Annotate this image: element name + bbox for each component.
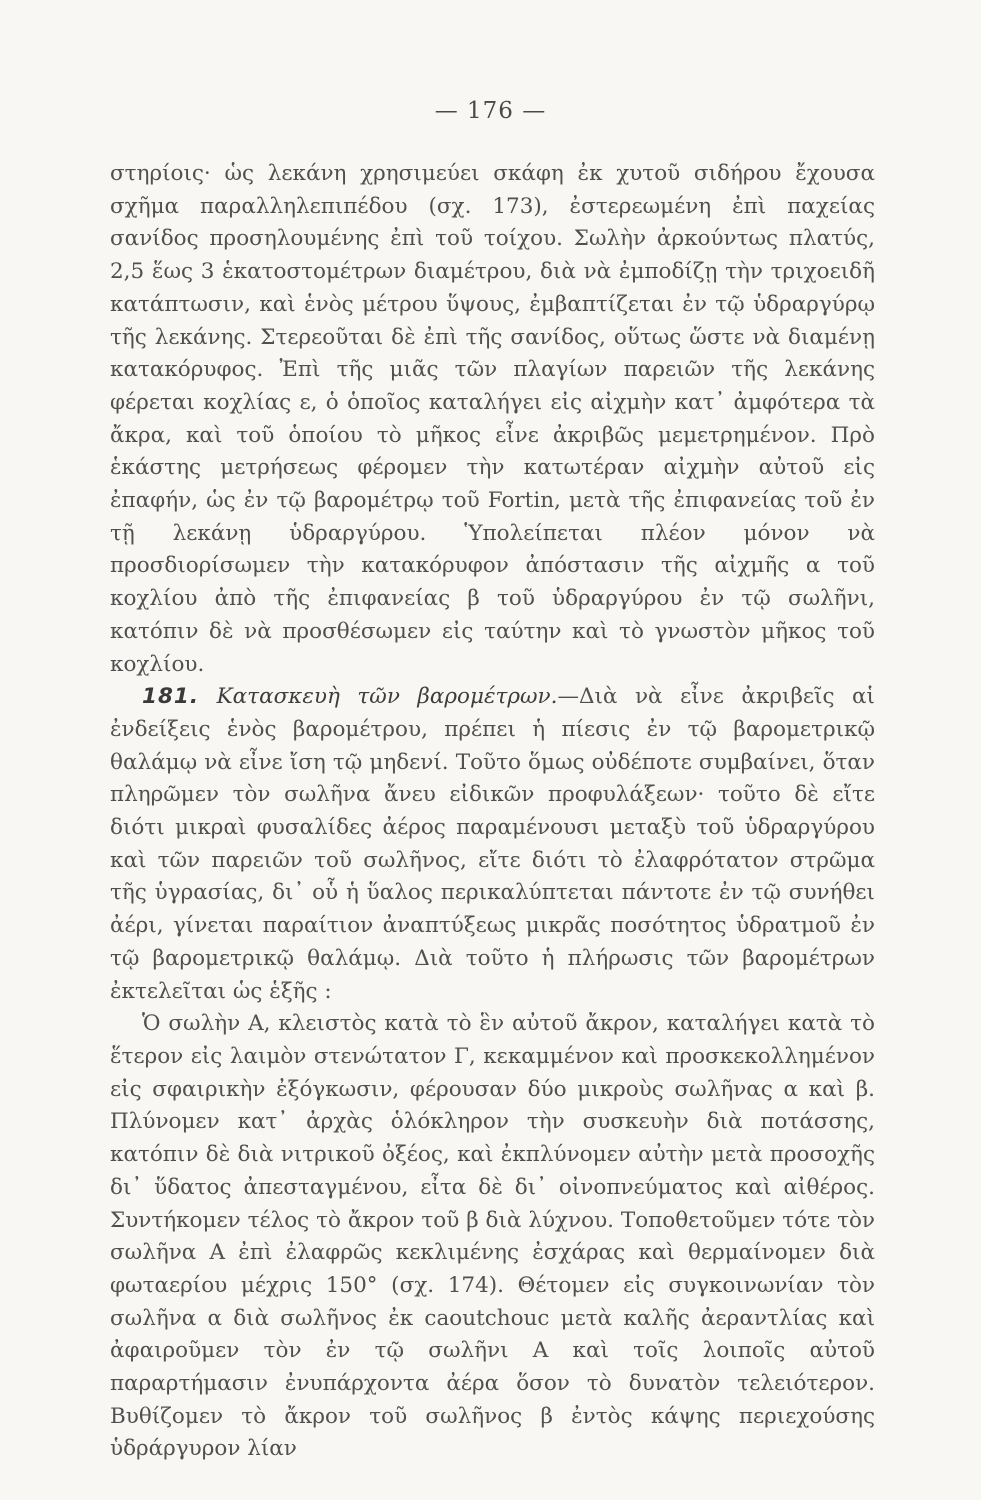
paragraph-3-text: Ὁ σωλὴν Α, κλειστὸς κατὰ τὸ ἓν αὐτοῦ ἄκρον, καταλήγει κατὰ τὸ ἕτερον εἰς λαιμὸν στενώτατον Γ, κεκαμμένον καὶ προσκεκολλημένον εἰς σφαιρικὴν ἐξόγκωσιν, φέρουσαν δύο μικροὺς σωλῆνας α καὶ β. Πλύνομεν κατ᾽ ἀρχὰς ὁλόκληρον τὴν συσκευὴν διὰ ποτάσσης, κατόπιν δὲ διὰ νιτρικοῦ ὀξέος, καὶ ἐκπλύνομεν αὐτὴν μετὰ προσοχῆς δι᾽ ὕδατος ἀπεσταγμένου, εἶτα δὲ δι᾽ οἰνοπνεύματος καὶ αἰθέρος. Συντήκομεν τέλος τὸ ἄκρον τοῦ β διὰ λύχνου. Τοποθετοῦμεν τότε τὸν σωλῆνα Α ἐπὶ ἐλαφρῶς κεκλιμένης ἐσχάρας καὶ θερμαίνομεν διὰ φωταερίου μέχρις 150° (σχ. 174). Θέτομεν εἰς συγκοινωνίαν τὸν σωλῆνα α διὰ σωλῆνος ἐκ caoutchouc μετὰ καλῆς ἀεραντλίας καὶ ἀφαιροῦμεν τὸν ἐν τῷ σωλῆνι Α καὶ τοῖς λοιποῖς αὐτοῦ παραρτήμασιν ἐνυπάρχοντα ἀέρα ὅσον τὸ δυνατὸν τελειότερον. Βυθίζομεν τὸ ἄκρον τοῦ σωλῆνος β ἐντὸς κάψης περιεχούσης ὑδράργυρον λίαν [110, 1011, 875, 1462]
paragraph-2-text: —Διὰ νὰ εἶνε ἀκριβεῖς αἱ ἐνδείξεις ἑνὸς βαρομέτρου, πρέπει ἡ πίεσις ἐν τῷ βαρομετρικῷ θαλάμῳ νὰ εἶνε ἴση τῷ μηδενί. Τοῦτο ὅμως οὐδέποτε συμβαίνει, ὅταν πληρῶμεν τὸν σωλῆνα ἄνευ εἰδικῶν προφυλάξεων· τοῦτο δὲ εἴτε διότι μικραὶ φυσαλίδες ἀέρος παραμένουσι μεταξὺ τοῦ ὑδραργύρου καὶ τῶν παρειῶν τοῦ σωλῆνος, εἴτε διότι τὸ ἐλαφρότατον στρῶμα τῆς ὑγρασίας, δι᾽ οὗ ἡ ὕαλος περικαλύπτεται πάντοτε ἐν τῷ συνήθει ἀέρι, γίνεται παραίτιον ἀναπτύξεως μικρᾶς ποσότητος ὑδρατμοῦ ἐν τῷ βαρομετρικῷ θαλάμῳ. Διὰ τοῦτο ἡ πλήρωσις τῶν βαρομέτρων ἐκτελεῖται ὡς ἑξῆς : [110, 684, 875, 1004]
paragraph-2 [110, 681, 875, 1008]
section-title: Κατασκευὴ τῶν βαρομέτρων. [216, 684, 558, 710]
paragraph-1: στηρίοις· ὡς λεκάνη χρησιμεύει σκάφη ἐκ χυτοῦ σιδήρου ἔχουσα σχῆμα παραλληλεπιπέδου (σχ. 173), ἐστερεωμένη ἐπὶ παχείας σανίδος προσηλουμένης ἐπὶ τοῦ τοίχου. Σωλὴν ἀρκούντως πλατύς, 2,5 ἕως 3 ἑκατοστομέτρων διαμέτρου, διὰ νὰ ἐμποδίζῃ τὴν τριχοειδῆ κατάπτωσιν, καὶ ἑνὸς μέτρου ὕψους, ἐμβαπτίζεται ἐν τῷ ὑδραργύρῳ τῆς λεκάνης. Στερεοῦται δὲ ἐπὶ τῆς σανίδος, οὕτως ὥστε νὰ διαμένῃ κατακόρυφος. Ἐπὶ τῆς μιᾶς τῶν πλαγίων παρειῶν τῆς λεκάνης φέρεται κοχλίας ε, ὁ ὁποῖος καταλήγει εἰς αἰχμὴν κατ᾽ ἀμφότερα τὰ ἄκρα, καὶ τοῦ ὁποίου τὸ μῆκος εἶνε ἀκριβῶς μεμετρημένον. Πρὸ ἑκάστης μετρήσεως φέρομεν τὴν κατωτέραν αἰχμὴν αὐτοῦ εἰς ἐπαφήν, ὡς ἐν τῷ βαρομέτρῳ τοῦ Fortin, μετὰ τῆς ἐπιφανείας τοῦ ἐν τῇ λεκάνῃ ὑδραργύρου. Ὑπολείπεται πλέον μόνον νὰ προσδιορίσωμεν τὴν κατακόρυφον ἀπόστασιν τῆς αἰχμῆς α τοῦ κοχλίου ἀπὸ τῆς ἐπιφανείας β τοῦ ὑδραργύρου ἐν τῷ σωλῆνι, κατόπιν δὲ νὰ προσθέσωμεν εἰς ταύτην καὶ τὸ γνωστὸν μῆκος τοῦ κοχλίου. [110, 161, 875, 677]
page-number: — 176 — [434, 98, 547, 124]
paragraph-3 [110, 1008, 875, 1466]
section-number: 181. [142, 684, 200, 710]
body-text [110, 158, 875, 1466]
